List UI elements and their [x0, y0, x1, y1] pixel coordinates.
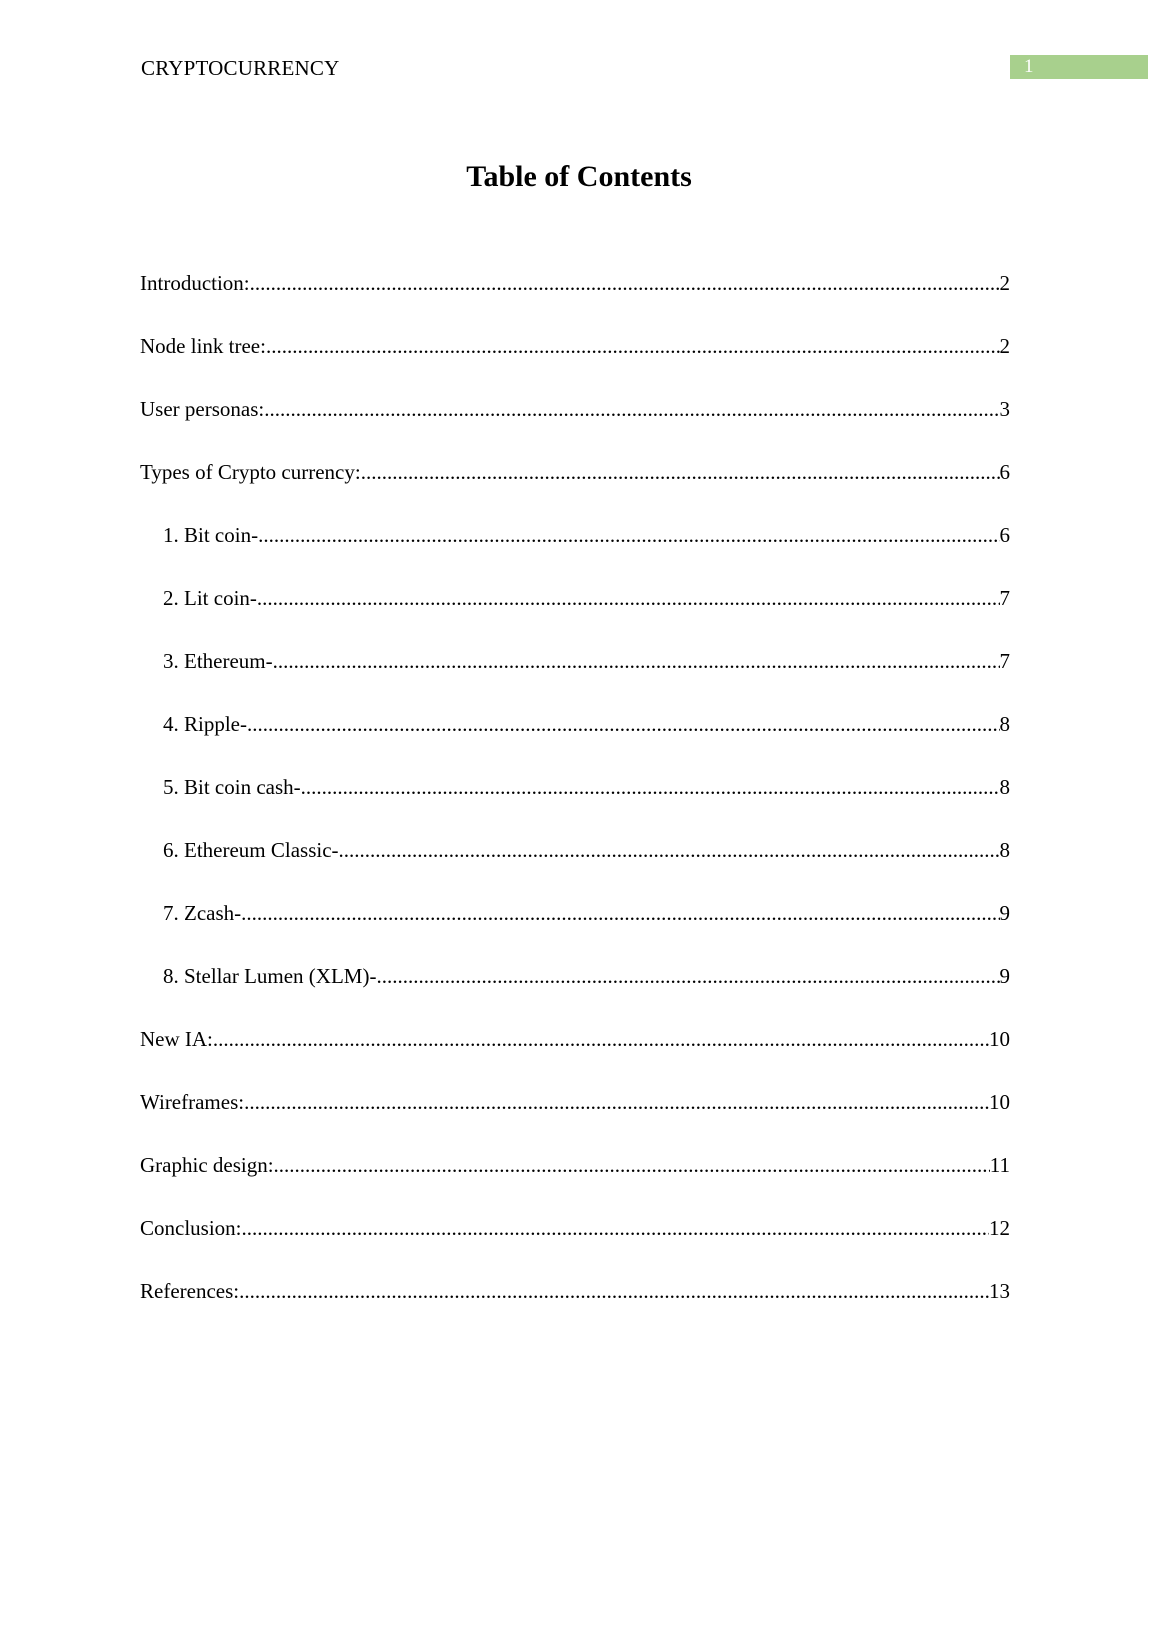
- toc-entry-label: User personas:: [140, 397, 265, 421]
- toc-entry-conclusion[interactable]: [140, 1213, 1010, 1276]
- toc-dot-leader: [258, 520, 999, 550]
- toc-dot-leader: [239, 1276, 989, 1306]
- toc-dot-leader: [213, 1024, 989, 1054]
- page-number-badge: 1: [1010, 55, 1148, 79]
- toc-dot-leader: [247, 709, 1000, 739]
- toc-entry-label: Node link tree:: [140, 334, 266, 358]
- toc-dot-leader: [264, 394, 999, 424]
- toc-entry-label: 2. Lit coin-: [163, 586, 257, 610]
- toc-dot-leader: [257, 583, 1000, 613]
- toc-entry-stellar-lumen[interactable]: [140, 961, 1010, 1024]
- toc-entry-label: References:: [140, 1279, 240, 1303]
- toc-entry-page: 3: [999, 397, 1010, 421]
- toc-entry-page: 2: [999, 271, 1010, 295]
- running-head-title: CRYPTOCURRENCY: [141, 56, 340, 80]
- toc-entry-label: New IA:: [140, 1027, 213, 1051]
- toc-entry-label: Graphic design:: [140, 1153, 274, 1177]
- toc-entry-label: 3. Ethereum-: [163, 649, 273, 673]
- toc-entry-lit-coin[interactable]: [140, 583, 1010, 646]
- toc-entry-label: 1. Bit coin-: [163, 523, 259, 547]
- toc-entry-page: 8: [999, 712, 1010, 736]
- toc-entry-page: 7: [999, 586, 1010, 610]
- toc-entry-page: 7: [999, 649, 1010, 673]
- toc-entry-user-personas[interactable]: [140, 394, 1010, 457]
- toc-entry-new-ia[interactable]: [140, 1024, 1010, 1087]
- toc-entry-label: 8. Stellar Lumen (XLM)-: [163, 964, 377, 988]
- toc-entry-page: 10: [989, 1090, 1010, 1114]
- toc-entry-page: 9: [999, 901, 1010, 925]
- toc-entry-zcash[interactable]: [140, 898, 1010, 961]
- toc-entry-label: Introduction:: [140, 271, 250, 295]
- toc-entry-label: Types of Crypto currency:: [140, 460, 361, 484]
- toc-dot-leader: [361, 457, 1000, 487]
- toc-entry-introduction[interactable]: [140, 268, 1010, 331]
- toc-dot-leader: [301, 772, 1000, 802]
- toc-entry-bit-coin-cash[interactable]: [140, 772, 1010, 835]
- toc-entry-page: 13: [989, 1279, 1010, 1303]
- toc-entry-label: 6. Ethereum Classic-: [163, 838, 339, 862]
- toc-list: [140, 268, 1010, 1339]
- toc-entry-graphic-design[interactable]: [140, 1150, 1010, 1213]
- toc-entry-page: 11: [989, 1153, 1010, 1177]
- toc-entry-page: 12: [989, 1216, 1010, 1240]
- toc-dot-leader: [242, 1213, 989, 1243]
- toc-dot-leader: [273, 646, 1000, 676]
- toc-entry-label: 5. Bit coin cash-: [163, 775, 301, 799]
- toc-dot-leader: [241, 898, 999, 928]
- toc-entry-wireframes[interactable]: [140, 1087, 1010, 1150]
- toc-entry-page: 9: [999, 964, 1010, 988]
- toc-dot-leader: [274, 1150, 990, 1180]
- toc-entry-label: Wireframes:: [140, 1090, 245, 1114]
- toc-dot-leader: [266, 331, 1000, 361]
- toc-entry-bit-coin[interactable]: [140, 520, 1010, 583]
- toc-dot-leader: [376, 961, 999, 991]
- toc-entry-page: 6: [999, 460, 1010, 484]
- toc-entry-label: 4. Ripple-: [163, 712, 247, 736]
- toc-dot-leader: [250, 268, 1000, 298]
- toc-entry-node-link-tree[interactable]: [140, 331, 1010, 394]
- toc-entry-page: 2: [999, 334, 1010, 358]
- toc-dot-leader: [244, 1087, 989, 1117]
- toc-dot-leader: [339, 835, 1000, 865]
- toc-entry-page: 8: [999, 838, 1010, 862]
- toc-entry-page: 6: [999, 523, 1010, 547]
- toc-entry-types-of-crypto-currency[interactable]: [140, 457, 1010, 520]
- toc-title: Table of Contents: [466, 160, 692, 193]
- toc-entry-references[interactable]: [140, 1276, 1010, 1339]
- toc-entry-ripple[interactable]: [140, 709, 1010, 772]
- toc-entry-page: 10: [989, 1027, 1010, 1051]
- toc-entry-label: 7. Zcash-: [163, 901, 242, 925]
- toc-entry-page: 8: [999, 775, 1010, 799]
- toc-entry-ethereum[interactable]: [140, 646, 1010, 709]
- toc-entry-label: Conclusion:: [140, 1216, 242, 1240]
- toc-entry-ethereum-classic[interactable]: [140, 835, 1010, 898]
